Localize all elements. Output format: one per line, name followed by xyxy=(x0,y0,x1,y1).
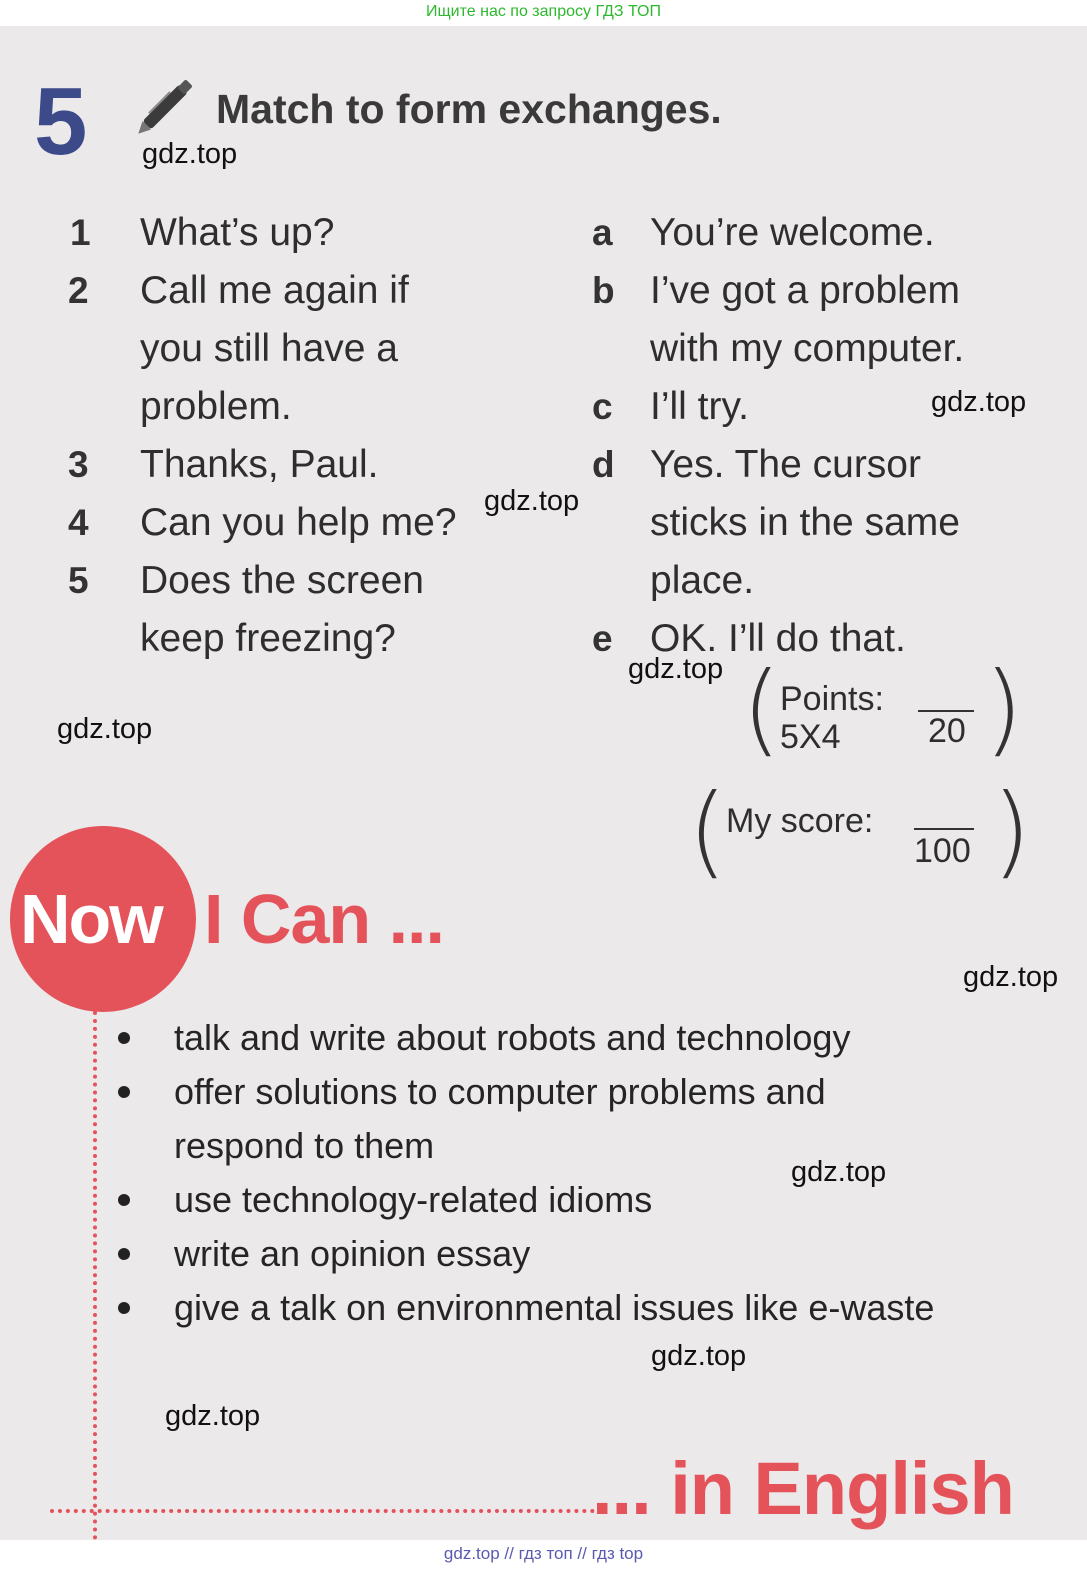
points-label: Points: xyxy=(780,680,884,718)
item-text: I’ll try. xyxy=(650,385,749,428)
item-text: problem. xyxy=(140,385,292,428)
can-item: use technology-related idioms xyxy=(174,1179,653,1220)
dotted-rule-vertical xyxy=(93,1011,97,1540)
watermark: gdz.top xyxy=(57,713,153,745)
can-item: talk and write about robots and technology xyxy=(174,1017,851,1058)
can-item: give a talk on environmental issues like e-waste xyxy=(174,1287,935,1328)
fraction-line xyxy=(914,828,974,830)
item-text: You’re welcome. xyxy=(650,211,935,254)
item-text: Call me again if xyxy=(140,269,409,312)
top-banner[interactable]: Ищите нас по запросу ГДЗ ТОП xyxy=(0,0,1087,26)
paren-right: ) xyxy=(992,772,1032,889)
item-text: place. xyxy=(650,559,755,602)
in-english-footer: ... in English xyxy=(592,1447,1014,1530)
score-label: My score: xyxy=(726,802,874,840)
item-number: 4 xyxy=(68,502,89,543)
item-text: keep freezing? xyxy=(140,617,396,660)
item-text: Does the screen xyxy=(140,559,424,602)
watermark: gdz.top xyxy=(165,1400,261,1432)
item-text: Thanks, Paul. xyxy=(140,443,379,486)
i-can-title: I Can ... xyxy=(204,880,444,958)
item-text: Can you help me? xyxy=(140,501,457,544)
bottom-banner[interactable]: gdz.top // гдз топ // гдз top xyxy=(0,1540,1087,1571)
pen-icon xyxy=(128,66,208,141)
item-letter: c xyxy=(592,386,613,427)
item-text: with my computer. xyxy=(650,327,965,370)
item-text: Yes. The cursor xyxy=(650,443,921,486)
item-number: 5 xyxy=(68,560,89,601)
paren-left: ( xyxy=(688,772,728,889)
item-letter: d xyxy=(592,444,615,485)
item-text: I’ve got a problem xyxy=(650,269,961,312)
watermark: gdz.top xyxy=(142,138,238,170)
watermark: gdz.top xyxy=(931,386,1027,418)
exercise-number: 5 xyxy=(34,68,88,175)
item-letter: e xyxy=(592,618,613,659)
bullet-icon xyxy=(118,1302,130,1314)
item-letter: b xyxy=(592,270,615,311)
can-item: write an opinion essay xyxy=(174,1233,531,1274)
watermark: gdz.top xyxy=(628,653,724,685)
exercise-instruction: Match to form exchanges. xyxy=(216,86,722,132)
paren-right: ) xyxy=(984,650,1024,767)
points-multiplier: 5X4 xyxy=(780,718,841,756)
item-text: sticks in the same xyxy=(650,501,960,544)
can-item: respond to them xyxy=(174,1125,435,1166)
points-total: 20 xyxy=(928,712,966,750)
item-text: OK. I’ll do that. xyxy=(650,617,906,660)
dotted-rule-horizontal xyxy=(50,1509,595,1513)
bullet-icon xyxy=(118,1086,130,1098)
item-number: 2 xyxy=(68,270,89,311)
item-text: you still have a xyxy=(140,327,398,370)
item-number: 3 xyxy=(68,444,89,485)
paren-left: ( xyxy=(742,650,782,767)
bullet-icon xyxy=(118,1032,130,1044)
watermark: gdz.top xyxy=(651,1340,747,1372)
bullet-icon xyxy=(118,1248,130,1260)
textbook-page xyxy=(0,26,1087,1540)
watermark: gdz.top xyxy=(484,485,580,517)
can-item: offer solutions to computer problems and xyxy=(174,1071,826,1112)
watermark: gdz.top xyxy=(791,1156,887,1188)
score-total: 100 xyxy=(914,832,971,870)
now-title: Now xyxy=(20,880,162,958)
item-text: What’s up? xyxy=(140,211,335,254)
watermark: gdz.top xyxy=(963,961,1059,993)
bullet-icon xyxy=(118,1194,130,1206)
item-number: 1 xyxy=(70,212,91,253)
item-letter: a xyxy=(592,212,613,253)
